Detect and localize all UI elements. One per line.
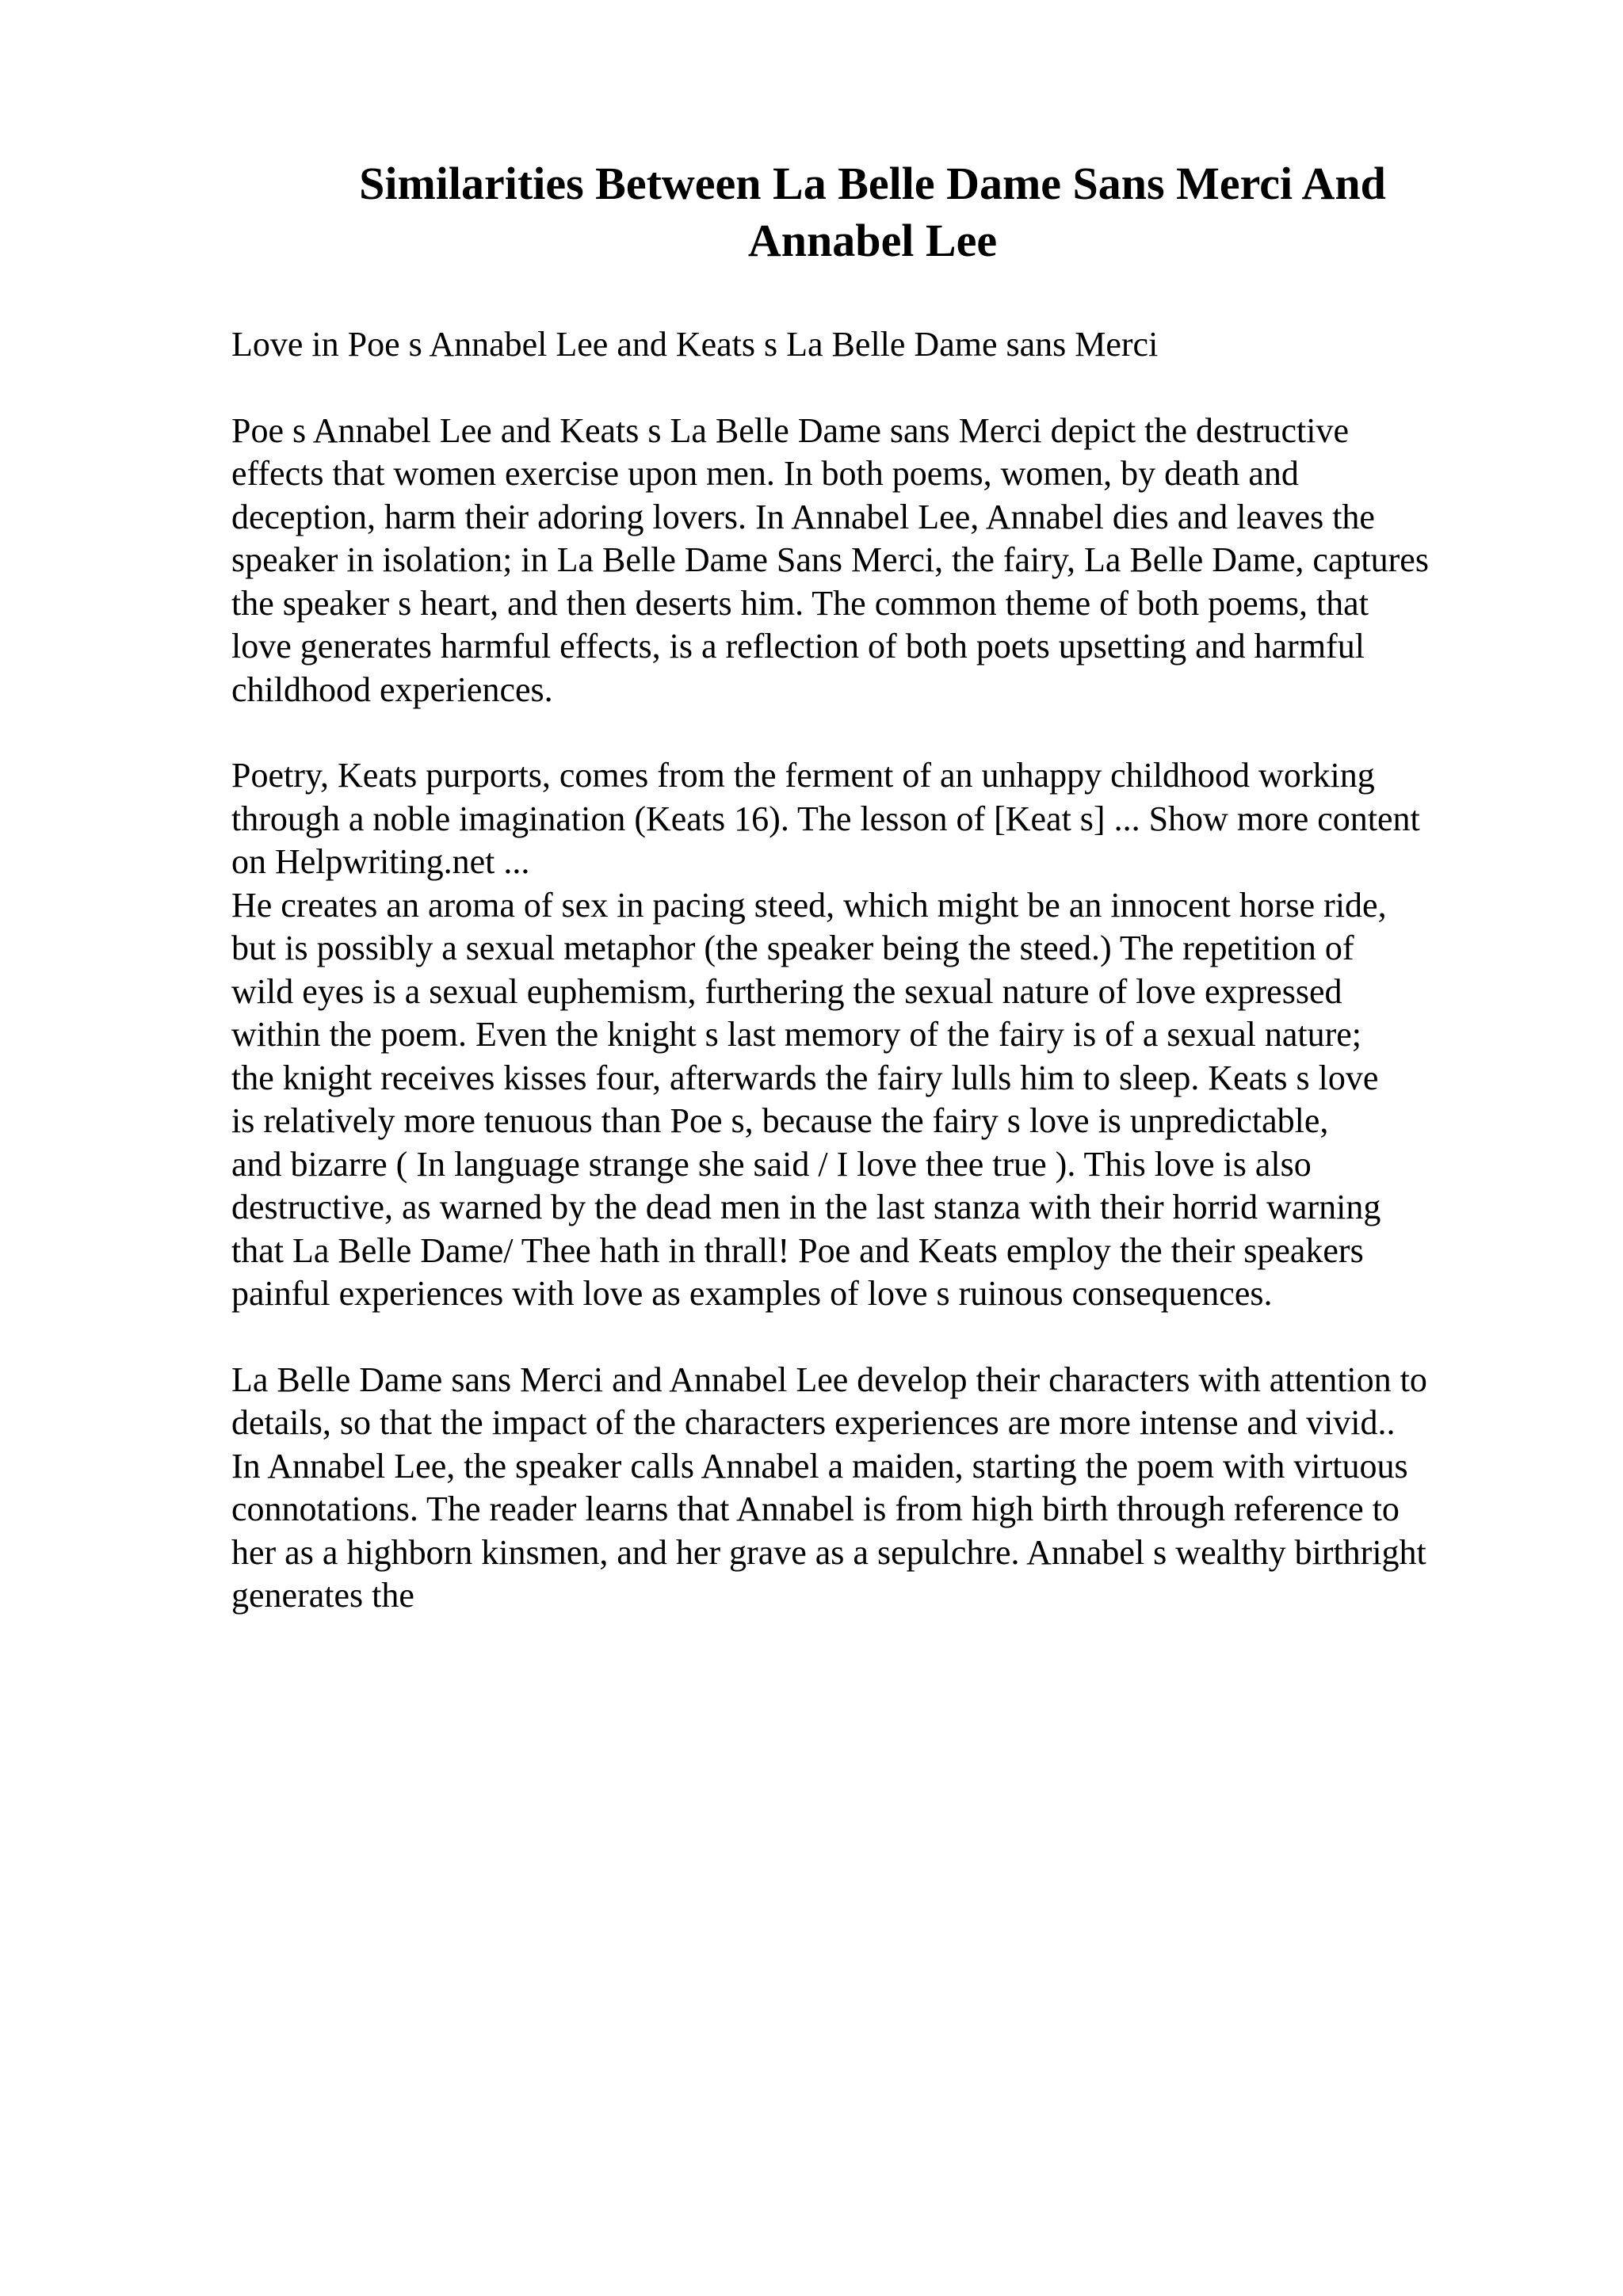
document-title	[231, 155, 1504, 269]
title-line: Annabel Lee	[747, 215, 998, 266]
text-line: effects that women exercise upon men. In both poems, women, by death and	[231, 454, 1299, 493]
text-line: love generates harmful effects, is a reflection of both poets upsetting and harmful	[231, 627, 1365, 666]
text-line: on Helpwriting.net ...	[231, 842, 530, 881]
text-line: speaker in isolation; in La Belle Dame Sans Merci, the fairy, La Belle Dame, captures	[231, 540, 1429, 579]
body-paragraph	[231, 884, 1504, 1316]
title-line: Similarities Between La Belle Dame Sans Merci And	[359, 158, 1386, 209]
text-line: but is possibly a sexual metaphor (the speaker being the steed.) The repetition of	[231, 929, 1354, 967]
body-paragraph	[231, 323, 1504, 367]
body-paragraph	[231, 754, 1504, 884]
text-line: through a noble imagination (Keats 16). The lesson of [Keat s] ... Show more content	[231, 799, 1420, 838]
document-body	[231, 323, 1504, 1618]
text-line: Poetry, Keats purports, comes from the ferment of an unhappy childhood working	[231, 756, 1375, 795]
body-paragraph	[231, 410, 1504, 712]
body-paragraph	[231, 1359, 1504, 1618]
text-line: painful experiences with love as examples of love s ruinous consequences.	[231, 1274, 1273, 1313]
text-line: destructive, as warned by the dead men in the last stanza with their horrid warning	[231, 1188, 1381, 1226]
text-line: He creates an aroma of sex in pacing steed, which might be an innocent horse ride,	[231, 885, 1387, 925]
text-line: her as a highborn kinsmen, and her grave as a sepulchre. Annabel s wealthy birthright	[231, 1532, 1426, 1572]
text-line: is relatively more tenuous than Poe s, because the fairy s love is unpredictable,	[231, 1101, 1329, 1140]
text-line: details, so that the impact of the characters experiences are more intense and vivid..	[231, 1403, 1396, 1442]
text-line: Poe s Annabel Lee and Keats s La Belle Dame sans Merci depict the destructive	[231, 410, 1349, 450]
text-line: generates the	[231, 1576, 414, 1615]
text-line: Love in Poe s Annabel Lee and Keats s La Belle Dame sans Merci	[231, 325, 1159, 364]
text-line: deception, harm their adoring lovers. In Annabel Lee, Annabel dies and leaves the	[231, 497, 1375, 536]
text-line: the speaker s heart, and then deserts him. The common theme of both poems, that	[231, 583, 1369, 623]
text-line: the knight receives kisses four, afterwards the fairy lulls him to sleep. Keats s love	[231, 1058, 1379, 1097]
text-line: La Belle Dame sans Merci and Annabel Lee develop their characters with attention to	[231, 1360, 1427, 1399]
text-line: within the poem. Even the knight s last memory of the fairy is of a sexual nature;	[231, 1015, 1361, 1054]
text-line: connotations. The reader learns that Annabel is from high birth through reference to	[231, 1489, 1400, 1528]
text-line: and bizarre ( In language strange she said / I love thee true ). This love is also	[231, 1144, 1312, 1184]
text-line: childhood experiences.	[231, 669, 553, 709]
text-line: that La Belle Dame/ Thee hath in thrall! Poe and Keats employ the their speakers	[231, 1230, 1364, 1270]
text-line: wild eyes is a sexual euphemism, furthering the sexual nature of love expressed	[231, 971, 1342, 1011]
text-line: In Annabel Lee, the speaker calls Annabel a maiden, starting the poem with virtuous	[231, 1446, 1408, 1486]
